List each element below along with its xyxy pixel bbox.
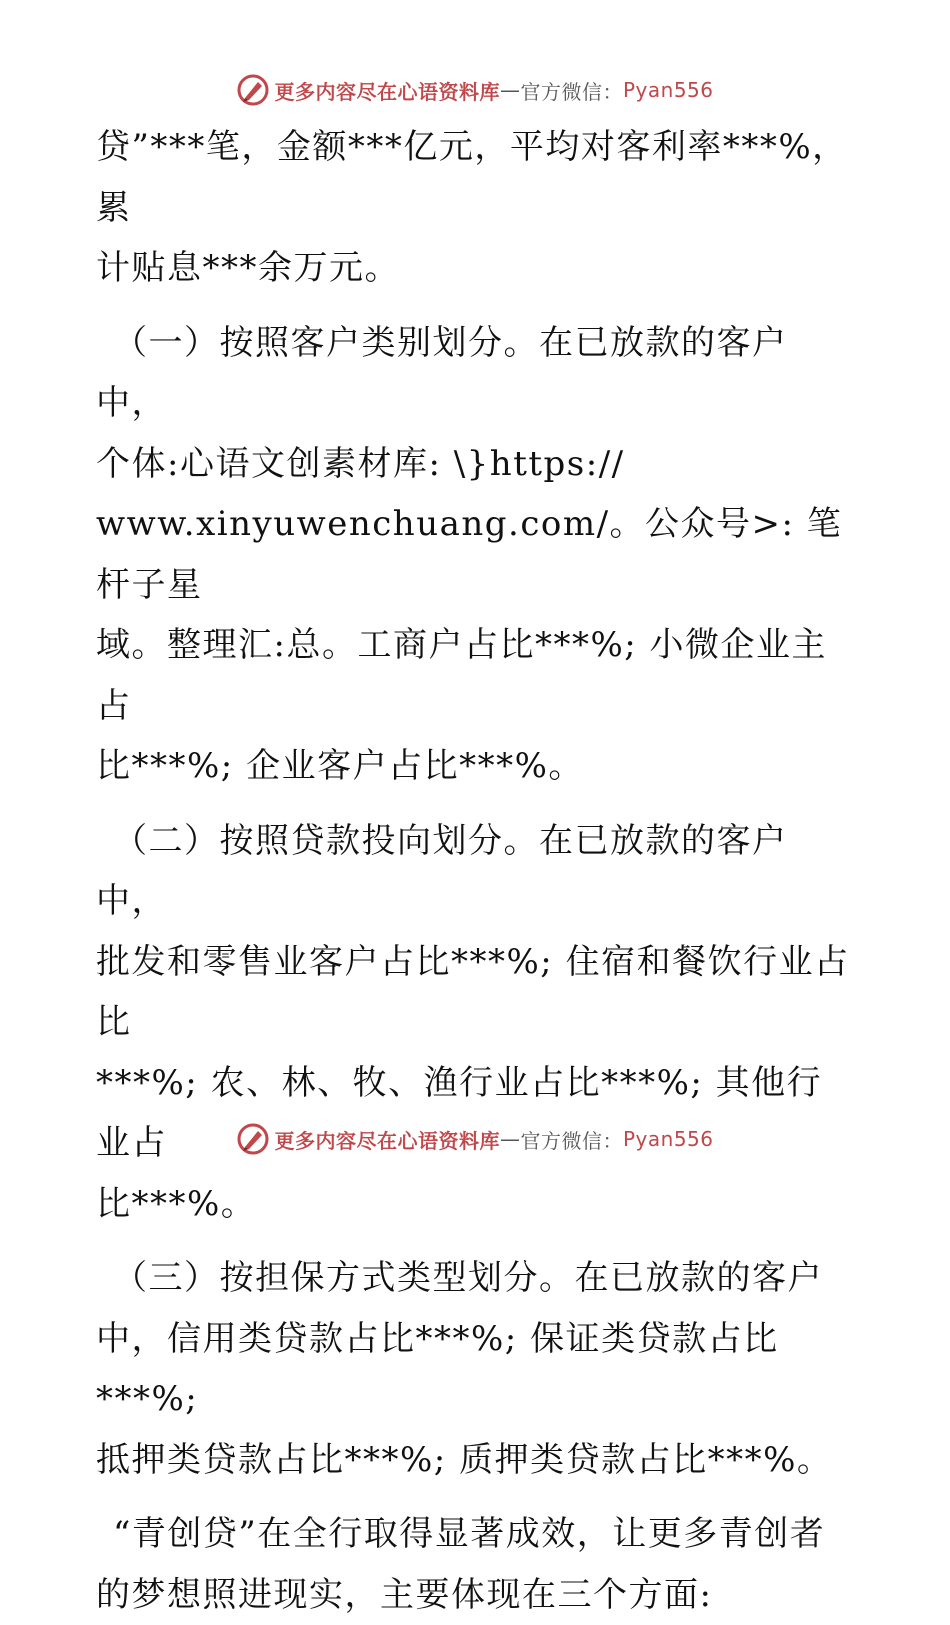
watermark-banner-bottom [0, 1119, 950, 1159]
text-line: 个体:心语文创素材库: \}https:// [96, 443, 625, 484]
text-line: ***%; 农、林、牧、渔行业占比***%; 其他行业占 [96, 1062, 823, 1163]
text-line: 计贴息***余万元。 [96, 248, 400, 288]
watermark-dash: — [499, 78, 521, 102]
paragraph-5 [96, 1504, 856, 1625]
watermark-subtitle: 官方微信： [520, 1128, 623, 1153]
text-line: 贷”***笔，金额***亿元，平均对客利率***%，累 [96, 127, 848, 228]
paragraph-4 [96, 1248, 856, 1490]
text-line: （二）按照贷款投向划分。在已放款的客户中， [96, 820, 788, 921]
watermark-title: 更多内容尽在心语资料库 [274, 79, 500, 104]
text-line: 的梦想照进现实，主要体现在三个方面: [96, 1574, 713, 1615]
text-line: （三）按担保方式类型划分。在已放款的客户 [113, 1258, 823, 1298]
text-line: 比***%。 [96, 1183, 257, 1224]
pen-logo-icon [236, 1122, 270, 1156]
text-line: 批发和零售业客户占比***%; 住宿和餐饮行业占比 [96, 941, 850, 1042]
watermark-account: Pyan556 [622, 78, 714, 102]
text-line: 比***%; 企业客户占比***%。 [96, 746, 584, 786]
paragraph-2 [96, 313, 856, 797]
pen-logo-icon [236, 73, 270, 107]
watermark-subtitle: 官方微信： [520, 79, 623, 104]
text-line: 中，信用类贷款占比***%; 保证类贷款占比***%; [96, 1318, 779, 1419]
text-line: （一）按照客户类别划分。在已放款的客户中， [96, 322, 788, 423]
text-line: “青创贷”在全行取得显著成效，让更多青创者 [113, 1514, 826, 1554]
text-line: 域。整理汇:总。工商户占比***%; 小微企业主占 [96, 625, 828, 726]
watermark-title: 更多内容尽在心语资料库 [274, 1128, 500, 1153]
watermark-banner-top [0, 70, 950, 110]
paragraph-1 [96, 117, 856, 299]
watermark-dash: — [499, 1127, 521, 1151]
text-line: www.xinyuwenchuang.com/。公众号>: 笔杆子星 [96, 504, 843, 605]
text-line: 抵押类贷款占比***%; 质押类贷款占比***%。 [96, 1439, 833, 1480]
watermark-account: Pyan556 [622, 1127, 714, 1151]
document-body [96, 117, 856, 1625]
paragraph-3 [96, 811, 856, 1235]
